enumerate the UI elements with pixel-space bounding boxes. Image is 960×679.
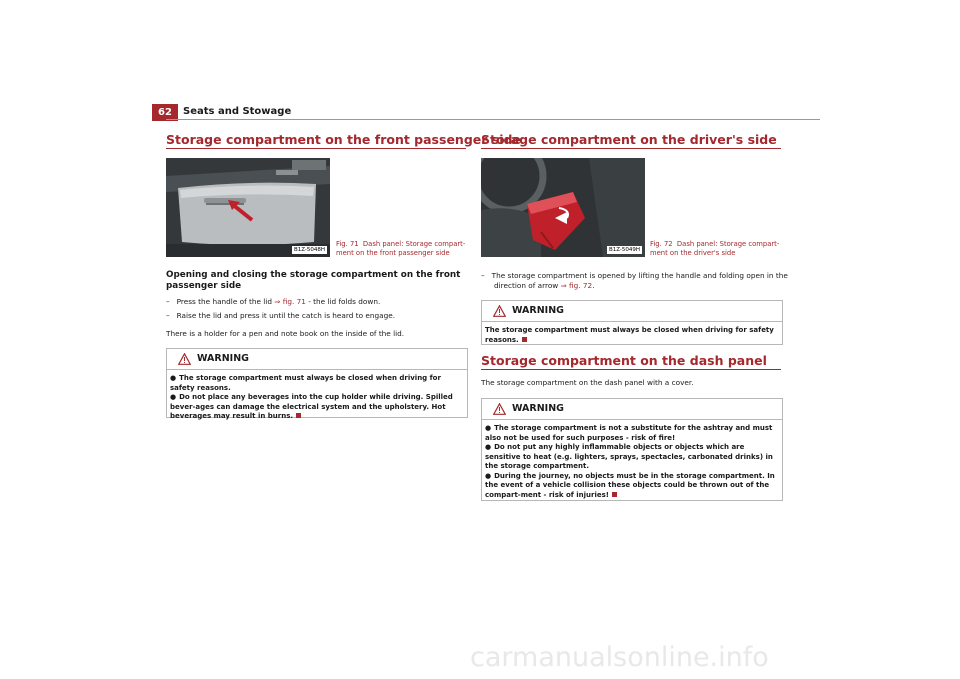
warning-item-text: The storage compartment must always be closed when driving for safety reasons.: [170, 374, 441, 392]
figure-passenger-glovebox: [166, 158, 330, 257]
warning-title: WARNING: [512, 305, 564, 316]
bullet-icon: ●: [485, 471, 492, 480]
end-of-section-icon: [522, 337, 527, 342]
dash-panel-intro: The storage compartment on the dash panel with a cover.: [481, 378, 694, 387]
step-text-end: .: [592, 281, 595, 290]
section-title-passenger: Storage compartment on the front passenger side: [166, 132, 521, 147]
bullet-icon: ●: [485, 443, 492, 451]
warning-item: [170, 393, 464, 422]
warning-header: [482, 301, 782, 322]
warning-body: [482, 322, 782, 350]
figure-caption-71: [336, 240, 466, 257]
warning-triangle-icon: [493, 403, 506, 415]
step-dash: –: [166, 311, 170, 320]
warning-box-driver: [481, 300, 783, 345]
warning-item: [485, 424, 779, 443]
warning-item: [485, 472, 779, 501]
caption-label: Fig. 71: [336, 240, 359, 248]
warning-body: [482, 420, 782, 505]
end-of-section-icon: [296, 413, 301, 418]
section-rule: [166, 148, 466, 149]
section-title-driver: Storage compartment on the driver's side: [481, 132, 777, 147]
section-title-dash-panel: Storage compartment on the dash panel: [481, 353, 767, 368]
steps-list: [166, 297, 466, 321]
warning-triangle-icon: [493, 305, 506, 317]
page-number: 62: [152, 104, 178, 121]
glovebox-illustration: [166, 158, 330, 257]
step-text: Press the handle of the lid: [176, 297, 275, 306]
figure-driver-compartment: [481, 158, 645, 257]
step-text: Raise the lid and press it until the catch is heard to engage.: [176, 311, 396, 320]
fig-72-link[interactable]: ⇒ fig. 72: [560, 281, 593, 290]
warning-header: [167, 349, 467, 370]
step-dash: –: [166, 297, 170, 306]
warning-triangle-icon: [178, 353, 191, 365]
warning-item-text: The storage compartment must always be closed when driving for safety reasons.: [485, 326, 774, 344]
step-item: [166, 297, 466, 307]
warning-item-text: During the journey, no objects must be in the storage compartment. In the event of a vehicle collision these objects could be thrown out of the compart-ment - risk of injuries!: [485, 471, 775, 499]
warning-item-text: The storage compartment is not a substitute for the ashtray and must also not be used for such purposes - risk of fire!: [485, 424, 773, 442]
warning-item-text: Do not put any highly inflammable objects or objects which are sensitive to heat (e.g. lighters, sprays, spectacles, carbonated drinks) in the storage compartment.: [485, 443, 773, 470]
bullet-icon: ●: [170, 393, 177, 401]
watermark: carmanualsonline.info: [470, 642, 769, 673]
caption-label: Fig. 72: [650, 240, 673, 248]
fig-71-link[interactable]: ⇒ fig. 71: [274, 297, 306, 306]
driver-compartment-illustration: [481, 158, 645, 257]
step-text: The storage compartment is opened by lifting the handle and folding open in the direction of arrow: [491, 271, 788, 290]
warning-body: [167, 370, 467, 427]
bullet-icon: ●: [485, 424, 492, 432]
warning-item: [485, 326, 779, 345]
warning-title: WARNING: [512, 403, 564, 414]
bullet-icon: ●: [170, 374, 177, 382]
figure-code: B1Z-5049H: [608, 247, 640, 253]
header-rule: [166, 119, 820, 120]
warning-title: WARNING: [197, 353, 249, 364]
caption-text: Dash panel: Storage compart-ment on the driver's side: [650, 240, 780, 257]
figure-code: B1Z-5048H: [293, 247, 325, 253]
section-rule: [481, 148, 781, 149]
holder-note: There is a holder for a pen and note book on the inside of the lid.: [166, 329, 405, 338]
step-dash: –: [481, 271, 485, 280]
warning-item: [170, 374, 464, 393]
section-rule: [481, 369, 781, 370]
warning-header: [482, 399, 782, 420]
end-of-section-icon: [612, 492, 617, 497]
running-header-title: Seats and Stowage: [183, 106, 292, 117]
figure-caption-72: [650, 240, 780, 257]
step-item: [481, 271, 794, 291]
warning-box-dash-panel: [481, 398, 783, 501]
caption-text: Dash panel: Storage compart-ment on the front passenger side: [336, 240, 466, 257]
step-item: [166, 311, 466, 321]
warning-box-passenger: [166, 348, 468, 418]
step-text-end: - the lid folds down.: [305, 297, 381, 306]
subheading-opening-closing: Opening and closing the storage compartment on the front passenger side: [166, 270, 461, 291]
warning-item: [485, 443, 779, 472]
warning-item-text: Do not place any beverages into the cup holder while driving. Spilled bever-ages can damage the electrical system and the upholstery. Hot beverages may result in burns.: [170, 393, 453, 420]
